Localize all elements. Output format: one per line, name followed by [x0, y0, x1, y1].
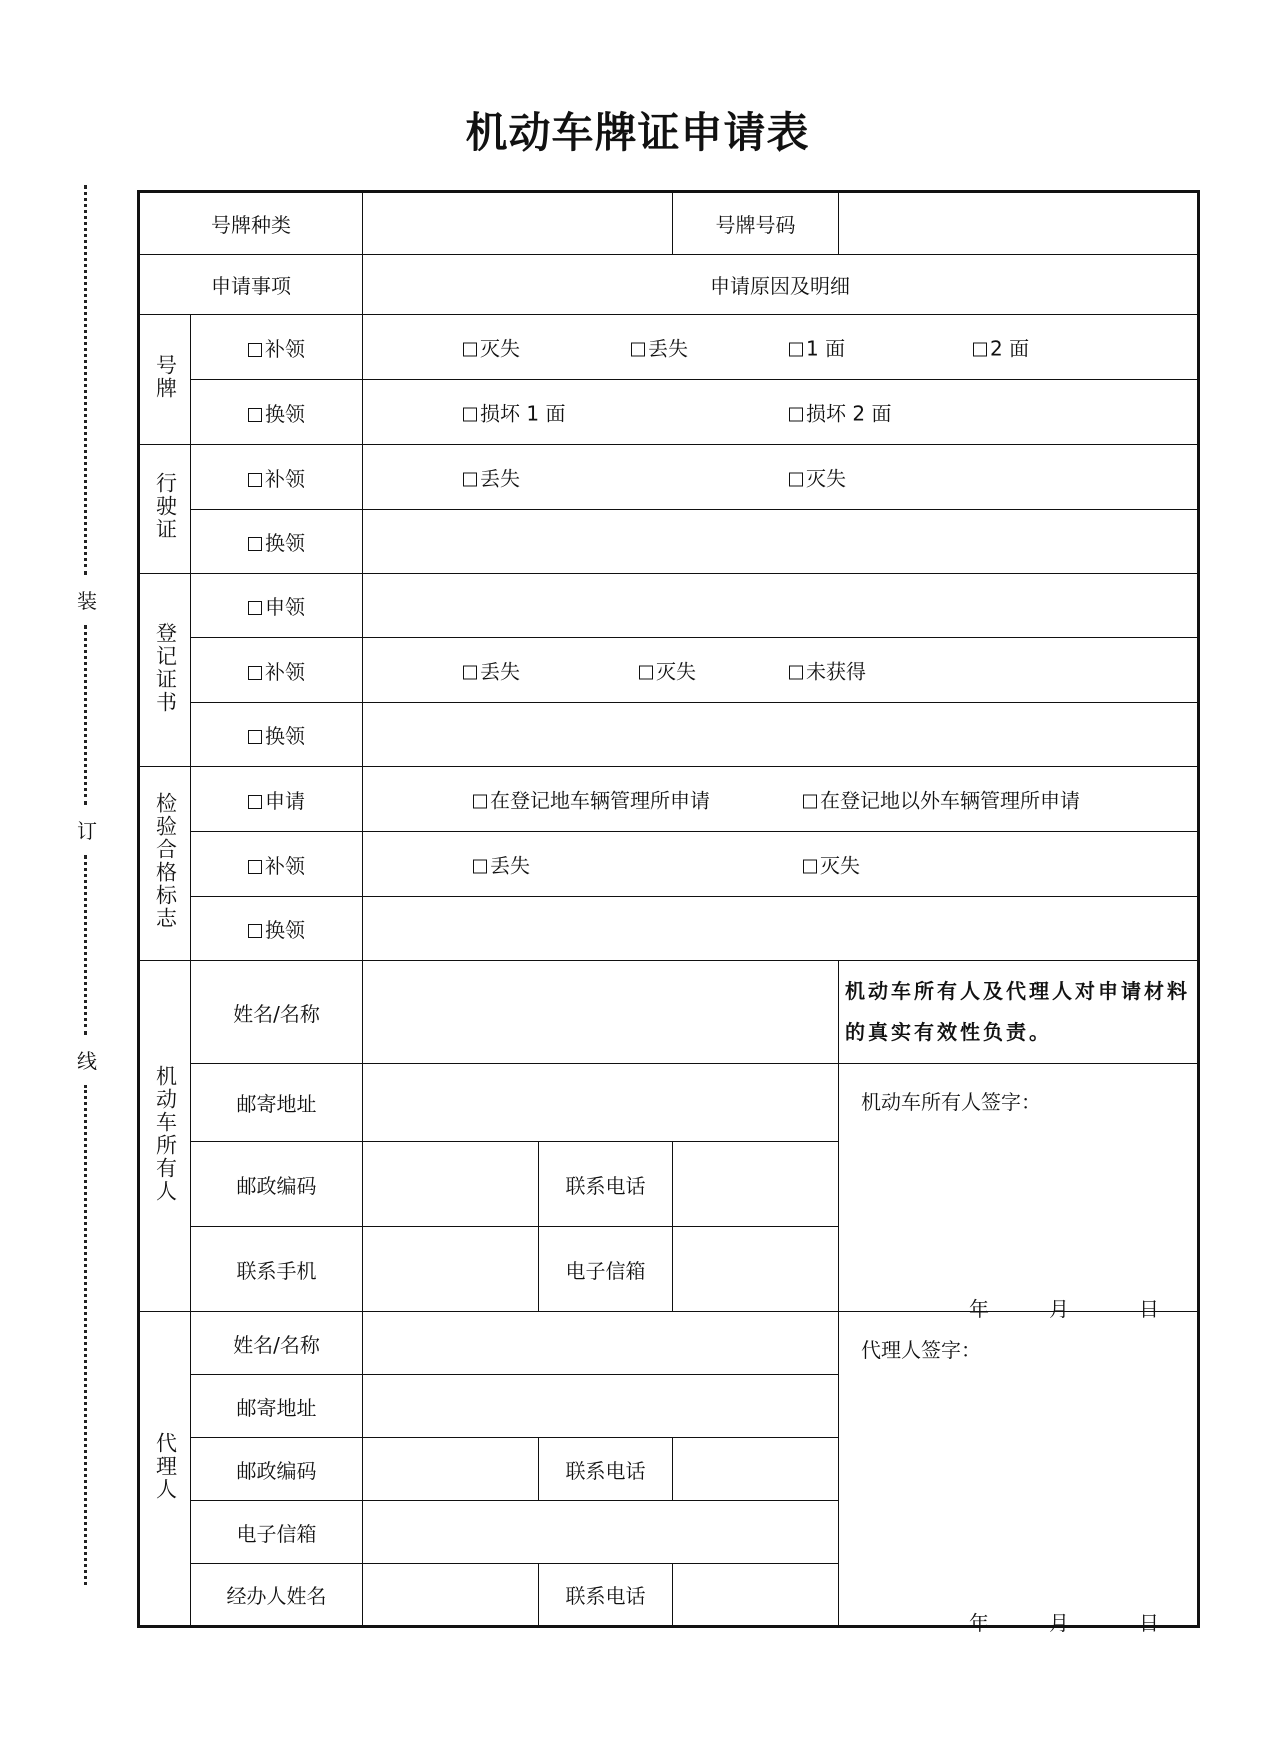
binding-char-3: 线 — [77, 1049, 97, 1073]
owner-postcode-field[interactable] — [363, 1142, 539, 1227]
owner-email-field[interactable] — [673, 1227, 839, 1312]
option-other-office[interactable]: 在登记地以外车辆管理所申请 — [803, 785, 1080, 814]
plate-type-field[interactable] — [363, 192, 673, 255]
checkbox[interactable] — [473, 860, 487, 874]
registration-replace-option[interactable]: 换领 — [191, 703, 363, 767]
option-damaged-two[interactable]: 损坏 2 面 — [789, 398, 891, 427]
option-destroyed[interactable]: 灭失 — [463, 333, 520, 362]
section-owner-label: 机动车所有人 — [139, 961, 191, 1312]
checkbox[interactable] — [463, 343, 477, 357]
application-form — [137, 190, 1200, 1635]
checkbox[interactable] — [248, 343, 262, 357]
checkbox[interactable] — [639, 666, 653, 680]
inspection-apply-details — [363, 767, 1199, 832]
license-replace-details — [363, 510, 1199, 574]
agent-handler-label: 经办人姓名 — [191, 1564, 363, 1627]
agent-name-field[interactable] — [363, 1312, 839, 1375]
agent-email-label: 电子信箱 — [191, 1501, 363, 1564]
form-table — [137, 190, 1200, 1635]
owner-phone-field[interactable] — [673, 1142, 839, 1227]
section-plate-label: 号牌 — [139, 315, 191, 445]
checkbox[interactable] — [248, 860, 262, 874]
checkbox[interactable] — [631, 343, 645, 357]
agent-email-field[interactable] — [363, 1501, 839, 1564]
option-damaged-one[interactable]: 损坏 1 面 — [463, 398, 565, 427]
checkbox[interactable] — [789, 343, 803, 357]
inspection-replace-details — [363, 897, 1199, 961]
checkbox[interactable] — [248, 473, 262, 487]
plate-replace-details — [363, 380, 1199, 445]
binding-char-2: 订 — [77, 819, 97, 843]
responsibility-notice: 机动车所有人及代理人对申请材料的真实有效性负责。 — [839, 961, 1199, 1064]
plate-number-label: 号牌号码 — [673, 192, 839, 255]
agent-handler-phone-label: 联系电话 — [539, 1564, 673, 1627]
option-destroyed[interactable]: 灭失 — [803, 850, 860, 879]
registration-apply-option[interactable]: 申领 — [191, 574, 363, 638]
section-license-label: 行驶证 — [139, 445, 191, 574]
option-lost[interactable]: 丢失 — [473, 850, 530, 879]
owner-address-label: 邮寄地址 — [191, 1064, 363, 1142]
checkbox[interactable] — [789, 473, 803, 487]
checkbox[interactable] — [248, 601, 262, 615]
agent-handler-phone-field[interactable] — [673, 1564, 839, 1627]
owner-name-field[interactable] — [363, 961, 839, 1064]
inspection-apply-option[interactable]: 申请 — [191, 767, 363, 832]
section-inspection-label: 检验合格标志 — [139, 767, 191, 961]
registration-apply-details — [363, 574, 1199, 638]
checkbox[interactable] — [248, 924, 262, 938]
license-replace-option[interactable]: 换领 — [191, 510, 363, 574]
option-not-obtained[interactable]: 未获得 — [789, 656, 866, 685]
agent-address-label: 邮寄地址 — [191, 1375, 363, 1438]
option-destroyed[interactable]: 灭失 — [789, 463, 846, 492]
option-lost[interactable]: 丢失 — [463, 463, 520, 492]
owner-signature-area[interactable]: 机动车所有人签字： 年 月 日 — [839, 1064, 1199, 1312]
owner-postcode-label: 邮政编码 — [191, 1142, 363, 1227]
option-one-plate[interactable]: 1 面 — [789, 333, 845, 362]
owner-phone-label: 联系电话 — [539, 1142, 673, 1227]
agent-postcode-field[interactable] — [363, 1438, 539, 1501]
option-lost[interactable]: 丢失 — [631, 333, 688, 362]
agent-address-field[interactable] — [363, 1375, 839, 1438]
agent-phone-field[interactable] — [673, 1438, 839, 1501]
inspection-replace-option[interactable]: 换领 — [191, 897, 363, 961]
checkbox[interactable] — [248, 795, 262, 809]
agent-phone-label: 联系电话 — [539, 1438, 673, 1501]
registration-reissue-option[interactable]: 补领 — [191, 638, 363, 703]
binding-line — [72, 185, 102, 1615]
checkbox[interactable] — [248, 537, 262, 551]
checkbox[interactable] — [473, 795, 487, 809]
checkbox[interactable] — [248, 730, 262, 744]
registration-replace-details — [363, 703, 1199, 767]
option-two-plates[interactable]: 2 面 — [973, 333, 1029, 362]
checkbox[interactable] — [463, 408, 477, 422]
agent-postcode-label: 邮政编码 — [191, 1438, 363, 1501]
plate-number-field[interactable] — [839, 192, 1199, 255]
plate-reissue-details — [363, 315, 1199, 380]
plate-replace-option[interactable]: 换领 — [191, 380, 363, 445]
checkbox[interactable] — [248, 666, 262, 680]
license-reissue-details — [363, 445, 1199, 510]
reason-header: 申请原因及明细 — [363, 255, 1199, 315]
agent-name-label: 姓名/名称 — [191, 1312, 363, 1375]
registration-reissue-details — [363, 638, 1199, 703]
plate-type-label: 号牌种类 — [139, 192, 363, 255]
owner-mobile-label: 联系手机 — [191, 1227, 363, 1312]
agent-signature-label: 代理人签字： — [861, 1338, 981, 1362]
apply-item-label: 申请事项 — [139, 255, 363, 315]
checkbox[interactable] — [463, 473, 477, 487]
section-agent-label: 代理人 — [139, 1312, 191, 1627]
checkbox[interactable] — [248, 408, 262, 422]
agent-signature-area[interactable]: 代理人签字： 年 月 日 — [839, 1312, 1199, 1627]
option-local-office[interactable]: 在登记地车辆管理所申请 — [473, 785, 710, 814]
checkbox[interactable] — [803, 860, 817, 874]
option-destroyed[interactable]: 灭失 — [639, 656, 696, 685]
owner-signature-label: 机动车所有人签字： — [861, 1090, 1041, 1114]
owner-mobile-field[interactable] — [363, 1227, 539, 1312]
checkbox[interactable] — [973, 343, 987, 357]
section-registration-label: 登记证书 — [139, 574, 191, 767]
checkbox[interactable] — [789, 666, 803, 680]
binding-char-1: 装 — [77, 589, 97, 613]
owner-address-field[interactable] — [363, 1064, 839, 1142]
agent-handler-field[interactable] — [363, 1564, 539, 1627]
checkbox[interactable] — [463, 666, 477, 680]
checkbox[interactable] — [789, 408, 803, 422]
checkbox[interactable] — [803, 795, 817, 809]
plate-reissue-option[interactable]: 补领 — [191, 315, 363, 380]
form-title: 机动车牌证申请表 — [465, 108, 810, 157]
inspection-reissue-details — [363, 832, 1199, 897]
inspection-reissue-option[interactable]: 补领 — [191, 832, 363, 897]
owner-name-label: 姓名/名称 — [191, 961, 363, 1064]
license-reissue-option[interactable]: 补领 — [191, 445, 363, 510]
option-lost[interactable]: 丢失 — [463, 656, 520, 685]
owner-email-label: 电子信箱 — [539, 1227, 673, 1312]
